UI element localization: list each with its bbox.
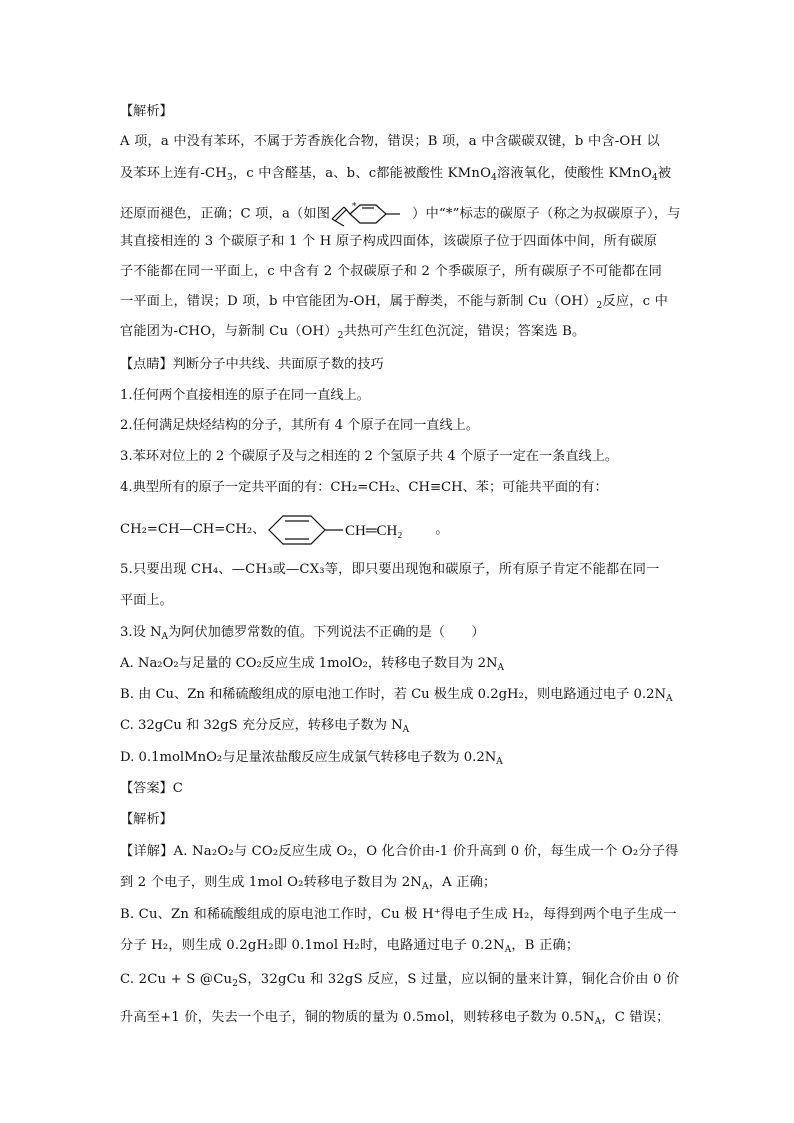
text-line: 升高至+1 价，失去一个电子，铜的物质的量为 0.5mol，则转移电子数为 $0.5N_A$，C 错误；	[120, 1010, 670, 1027]
text-line: 4.典型所有的原子一定共平面的有：CH₂=CH₂、CH≡CH、苯；可能共平面的有：	[120, 480, 608, 495]
text-line: 一平面上，错误；D 项，b 中官能团为-OH，属于醇类，不能与新制 $Cu(OH)_2$反应，c 中	[120, 294, 668, 311]
molecule-a-structure	[330, 199, 412, 229]
text-line: 还原而褪色，正确；C 项，a（如图 * ）中“*”标志的碳原子（称之为叔碳原子），与	[120, 199, 680, 229]
option-c: C. 32gCu 和 32gS 充分反应，转移电子数为 $N_A$	[120, 718, 410, 735]
text-line: C. 2Cu + S $@Cu_2S$，32gCu 和 32gS 反应，S 过量，应以铜的量来计算，铜化合价由 0 价	[120, 972, 680, 989]
option-d: D. 0.1molMnO₂与足量浓盐酸反应生成氯气转移电子数为 $0.2N_A$	[120, 750, 503, 767]
tip-heading: 【点睛】判断分子中共线、共面原子数的技巧	[120, 357, 384, 372]
text-line: B. Cu、Zn 和稀硫酸组成的原电池工作时，Cu 极 H⁺得电子生成 H₂，每得到两个电子生成一	[120, 907, 677, 922]
text-line: 3.苯环对位上的 2 个碳原子及与之相连的 2 个氢原子共 4 个原子一定在一条直线上。	[120, 449, 619, 464]
text-line: 及苯环上连有$-CH_3$，c 中含醛基，a、b、c都能被酸性 KMnO$_4$溶液氧化，使酸性 KMnO$_4$被	[120, 166, 672, 183]
text-line: 平面上。	[120, 593, 173, 608]
text-line: CH₂=CH—CH=CH₂、 CH═CH₂ 。	[120, 510, 680, 550]
text-line: 其直接相连的 3 个碳原子和 1 个 H 原子构成四面体，该碳原子位于四面体中间，所有碳原	[120, 234, 658, 249]
text-line: 5.只要出现 CH₄、—CH₃或—CX₃等，即只要出现饱和碳原子，所有原子肯定不能都在同一	[120, 562, 660, 577]
vinyl-label: CH═CH₂	[345, 522, 403, 539]
text-line: A 项，a 中没有苯环，不属于芳香族化合物，错误；B 项，a 中含碳碳双键，b 中含-OH 以	[120, 134, 660, 149]
text-line: 1.任何两个直接相连的原子在同一直线上。	[120, 388, 370, 403]
text-line: 分子 H₂，则生成 0.2gH₂即 0.1mol H₂时，电路通过电子 $0.2N_A$，B 正确；	[120, 938, 580, 955]
star-mark: *	[352, 202, 357, 212]
styrene-structure	[265, 512, 435, 548]
option-b: B. 由 Cu、Zn 和稀硫酸组成的原电池工作时，若 Cu 极生成 0.2gH₂，则电路通过电子 $0.2N_A$	[120, 687, 673, 704]
option-a: A. Na₂O₂与足量的 CO₂反应生成 1molO₂，转移电子数目为 $2N_A$	[120, 656, 505, 673]
analysis-heading: 【解析】	[120, 104, 173, 119]
text-line: 子不能都在同一平面上，c 中含有 2 个叔碳原子和 2 个季碳原子，所有碳原子不可能都在同	[120, 264, 663, 279]
text-line: 到 2 个电子，则生成 1mol O₂转移电子数目为 $2N_A$，A 正确；	[120, 875, 497, 892]
text-line: 【详解】A. Na₂O₂与 CO₂反应生成 O₂，O 化合价由-1 价升高到 0 价，每生成一个 O₂分子得	[120, 844, 679, 859]
question-stem: 3.设 $N_A$为阿伏加德罗常数的值。下列说法不正确的是（ ）	[120, 625, 485, 642]
text-line: 2.任何满足炔烃结构的分子，其所有 4 个原子在同一直线上。	[120, 418, 480, 433]
text-line: 官能团为-CHO，与新制 $Cu(OH)_2$共热可产生红色沉淀，错误；答案选 B。	[120, 324, 586, 341]
answer-line: 【答案】C	[120, 781, 183, 796]
analysis-heading: 【解析】	[120, 812, 173, 827]
